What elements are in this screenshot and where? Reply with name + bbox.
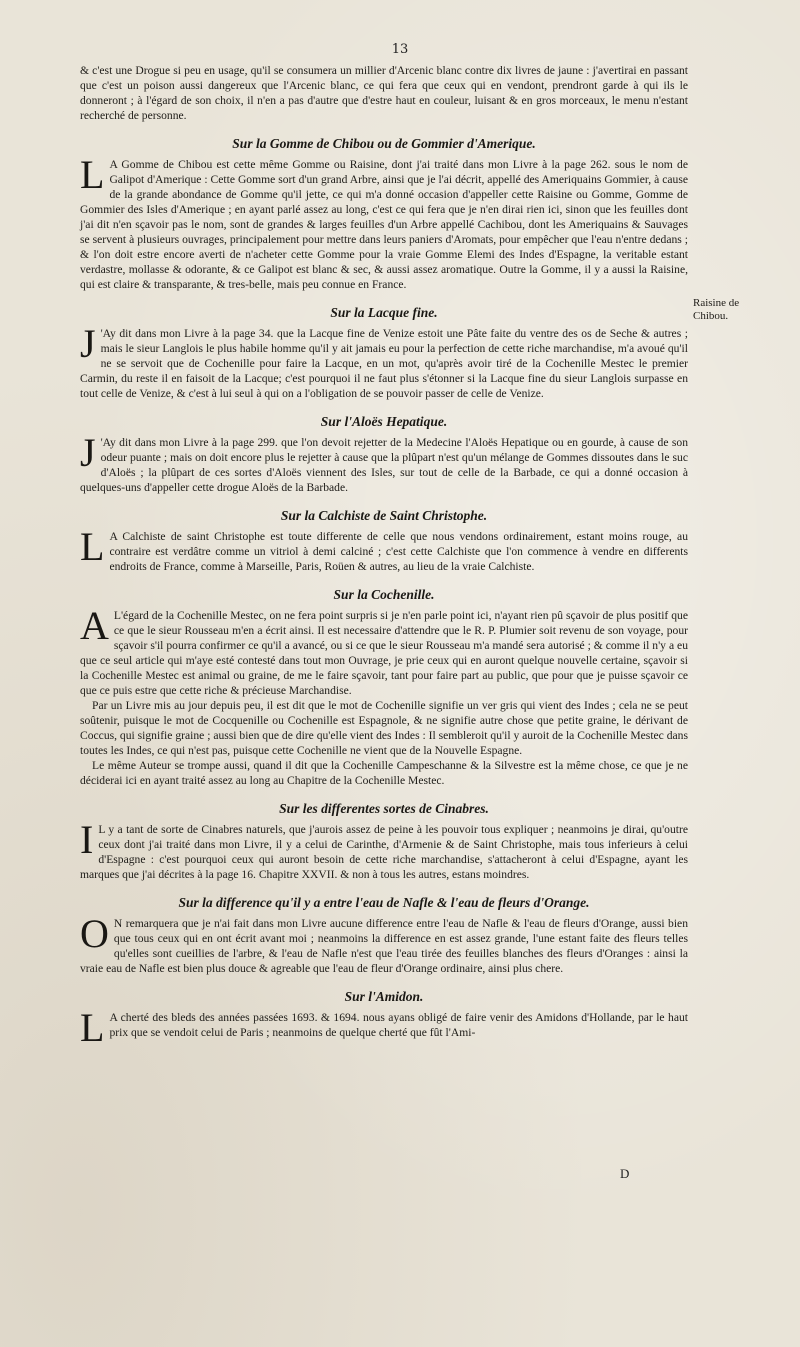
section-heading: Sur la Cochenille. <box>333 587 435 602</box>
margin-note: Raisine de Chibou. <box>693 297 740 322</box>
section-paragraph: A Calchiste de saint Christophe est toute differente de celle que nous vendons ordinairement, estant moins rouge, au contraire est verdâtre comme un vitriol à demi calciné ; c'est cette Calchiste que l'on commence à vendre en differents endroits de France, comme à Marseille, Paris, Roüen & autres, au lieu de la vraie Calchiste. <box>109 530 688 573</box>
section-paragraph: 'Ay dit dans mon Livre à la page 34. que la Lacque fine de Venize estoit une Pâte faite du ventre des os de Seche & autres ; mais le sieur Langlois le plus habile homme qu'il y ait jamais eu pour la perfection de cette riche marchandise, m'a avoué qu'il ne se servoit que de Cochenille pour faire la Lacque, en un mot, qu'après avoir tiré de la Cochenille Mestec le premier Carmin, du reste il en faisoit de la Lacque; c'est pourquoi il ne faut plus s'étonner si la Lacque fine du sieur Langlois surpasse en tout celle de Venize, & c'est à lui seul à qui on a l'obligation de se pouvoir passer de celle de Venize. <box>80 327 688 400</box>
drop-cap: L <box>80 524 105 569</box>
section-heading: Sur la Calchiste de Saint Christophe. <box>280 508 488 523</box>
opening-paragraph: & c'est une Drogue si peu en usage, qu'il se consumera un millier d'Arcenic blanc contre dix livres de jaune : j'avertirai en passant que c'est un poison aussi dangereux que l'Arcenic blanc, ce qui fera que ceux qui en vendont, prendront garde à qui ils le donneront ; à l'égard de son choix, il n'en a pas d'autre que d'estre haut en couleur, luisant & en gros morceaux, le menu n'estant recherché de personne. <box>80 64 688 122</box>
section-paragraph: L'égard de la Cochenille Mestec, on ne fera point surpris si je n'en parle point ici, n'ayant rien pû sçavoir de plus positif que ce que le sieur Rousseau m'en a écrit ainsi. Il est necessaire d'attendre que le R. P. Plumier soit revenu de son voyage, pour sçavoir s'il pourra confirmer ce qu'il a avancé, ou si ce que le sieur Rousseau m'a mandé sera autorisé ; & comme il n'y a eu que ce seul article qui m'aye esté contesté dans tout mon Ouvrage, je prie ceux qui en auront quelque nouvelle certaine, sçavoir si la Cochenille Mestec est animal ou graine, de me le faire sçavoir, tant pour faire part au public, que pour que je puisse sçavoir ce que ce puis estre que cette riche & précieuse Marchandise. <box>80 609 688 697</box>
section-lacque-fine <box>80 305 688 401</box>
section-paragraph: N remarquera que je n'ai fait dans mon Livre aucune difference entre l'eau de Nafle & l'eau de fleurs d'Orange, aussi bien que tous ceux qui en ont écrit avant moi ; neanmoins la difference en est assez grande, l'une estant faite des fleurs telles qu'elles sont cueillies de l'arbre, & l'eau de Nafle n'est que l'eau tirée des feuilles blanches des fleurs d'Oranges : ainsi la vraie eau de Nafle est bien plus douce & agreable que l'eau de fleur d'Orange ordinaire, ainsi plus chere. <box>80 917 688 975</box>
section-paragraph: A cherté des bleds des années passées 1693. & 1694. nous ayans obligé de faire venir des Amidons d'Hollande, par le haut prix que se vendoit celui de Paris ; neanmoins de quelque cherté que fût l'Ami- <box>109 1011 688 1039</box>
drop-cap: L <box>80 1005 105 1050</box>
section-paragraph: Par un Livre mis au jour depuis peu, il est dit que le mot de Cochenille signifie un ver gris qui vient des Indes ; cela ne se peut soûtenir, puisque le mot de Cocquenille ou Cochenille est Espagnole, & ne signifie autre chose que petite graine, le dérivant de Coccus, qui signifie graine ; aussi bien que de dire qu'elle vient des Indes : Il sembleroit qu'il y auroit de la Cochenille Mestec dans toutes les Indes, ce qui n'est pas, puisque cette Cochenille ne vient que de la Nouvelle Espagne. <box>80 699 688 757</box>
page-number: 13 <box>391 42 409 57</box>
drop-cap: J <box>80 321 96 366</box>
drop-cap: L <box>80 152 105 197</box>
text-column <box>80 63 688 1050</box>
section-heading: Sur l'Aloës Hepatique. <box>320 414 448 429</box>
section-paragraph: L y a tant de sorte de Cinabres naturels, que j'aurois assez de peine à les pouvoir tous expliquer ; neanmoins je dirai, qu'outre ceux dont j'ai traité dans mon Livre, il y a celui de Carinthe, d'Armenie & de Saint Christophe, mais tous inferieurs à celui d'Espagne : c'est pourquoi ceux qui auront besoin de cette riche marchandise, s'attacheront à celui d'Espagne, ayant les marques que j'ai décrites à la page 16. Chapitre XXVII. & non à tous les autres, estans moindres. <box>80 823 688 881</box>
section-calchiste <box>80 508 688 574</box>
section-paragraph: 'Ay dit dans mon Livre à la page 299. que l'on devoit rejetter de la Medecine l'Aloës Hepatique ou en gourde, à cause de son odeur puante ; mais on doit encore plus le rejetter à cause que la plûpart n'est qu'un mélange de Gommes dissoutes dans le suc d'Aloës ; la plûpart de ces sortes d'Aloës viennent des Isles, sur tout de celle de la Barbade, ce qui a donné occasion à quelques-uns d'appeller cette drogue Aloës de la Barbade. <box>80 436 688 494</box>
signature-mark: D <box>620 1166 630 1181</box>
section-heading: Sur la Gomme de Chibou ou de Gommier d'Amerique. <box>232 136 536 151</box>
section-gomme-chibou <box>80 136 688 292</box>
drop-cap: I <box>80 817 94 862</box>
section-aloes-hepatique <box>80 414 688 495</box>
drop-cap: A <box>80 603 109 648</box>
section-paragraph: A Gomme de Chibou est cette même Gomme ou Raisine, dont j'ai traité dans mon Livre à la page 262. sous le nom de Galipot d'Amerique : Cette Gomme sort d'un grand Arbre, ainsi que je l'ai décrit, appellé des Ameriquains Gommier, à cause de la grande abondance de Gomme qu'il jette, ce qui m'a donné occasion d'appeller cette Raisine ou Gomme, Gomme de Gommier des Isles d'Amerique ; en ayant parlé assez au long, c'est ce qui fera que je n'en dirai rien ici, sinon que les feuilles dont j'ai dit n'en sçavoir pas le nom, sont de grandes & larges feuilles d'un Arbre appellé Cachibou, dont les Ameriquains & Sauvages se servent à plusieurs ouvrages, principalement pour mettre dans leurs paniers d'Aromats, pour empêcher que l'eau n'entre dedans ; & l'on doit estre encore averti de n'acheter cette Gomme pour la vraie Gomme Elemi des Indes d'Espagne, la veritable estant verdastre, mollasse & odorante, & ce Galipot est blanc & sec, & aussi assez aromatique. Outre la Gomme, il y a aussi la Raisine, qui est claire & transparante, & tres-belle, mais peu connue en France. <box>80 158 688 291</box>
section-amidon <box>80 989 688 1050</box>
section-paragraph: Le même Auteur se trompe aussi, quand il dit que la Cochenille Campeschanne & la Silvestre est la même chose, ce que je ne déciderai ici en ayant traité assez au long au Chapitre de la Cochenille Mestec. <box>80 759 688 787</box>
section-eau-nafle <box>80 895 688 976</box>
section-heading: Sur les differentes sortes de Cinabres. <box>279 801 489 816</box>
section-heading: Sur l'Amidon. <box>344 989 424 1004</box>
section-heading: Sur la difference qu'il y a entre l'eau de Nafle & l'eau de fleurs d'Orange. <box>178 895 590 910</box>
drop-cap: J <box>80 430 96 475</box>
section-cochenille <box>80 587 688 788</box>
drop-cap: O <box>80 911 109 956</box>
section-heading: Sur la Lacque fine. <box>330 305 438 320</box>
section-cinabres <box>80 801 688 882</box>
